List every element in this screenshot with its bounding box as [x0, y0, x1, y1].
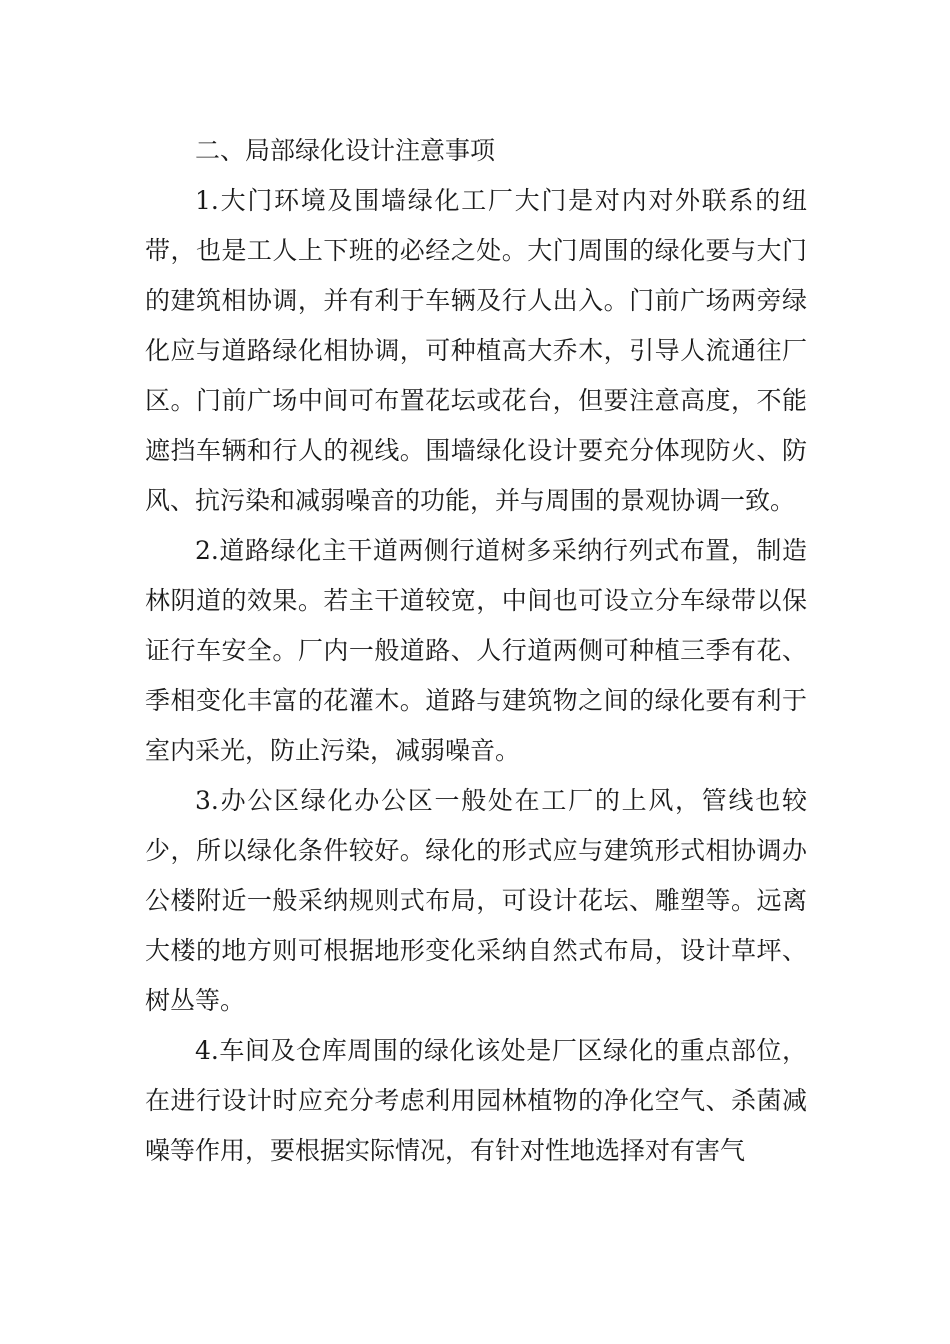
section-heading: 二、局部绿化设计注意事项 [195, 136, 496, 165]
paragraph-gate-wall-greening: 1.大门环境及围墙绿化工厂大门是对内对外联系的纽带，也是工人上下班的必经之处。大门周围的绿化要与大门的建筑相协调，并有利于车辆及行人出入。门前广场两旁绿化应与道路绿化相协调，可种植高大乔木，引导人流通往厂区。门前广场中间可布置花坛或花台，但要注意高度，不能遮挡车辆和行人的视线。围墙绿化设计要充分体现防火、防风、抗污染和减弱噪音的功能，并与周围的景观协调一致。 [145, 186, 807, 515]
document-body [145, 126, 807, 1176]
paragraph-workshop-greening: 4.车间及仓库周围的绿化该处是厂区绿化的重点部位，在进行设计时应充分考虑利用园林植物的净化空气、杀菌减噪等作用，要根据实际情况，有针对性地选择对有害气 [145, 1036, 807, 1165]
paragraph-office-greening: 3.办公区绿化办公区一般处在工厂的上风，管线也较少，所以绿化条件较好。绿化的形式应与建筑形式相协调办公楼附近一般采纳规则式布局，可设计花坛、雕塑等。远离大楼的地方则可根据地形变化采纳自然式布局，设计草坪、树丛等。 [145, 786, 807, 1015]
paragraph-road-greening: 2.道路绿化主干道两侧行道树多采纳行列式布置，制造林阴道的效果。若主干道较宽，中间也可设立分车绿带以保证行车安全。厂内一般道路、人行道两侧可种植三季有花、季相变化丰富的花灌木。道路与建筑物之间的绿化要有利于室内采光，防止污染，减弱噪音。 [145, 536, 807, 765]
